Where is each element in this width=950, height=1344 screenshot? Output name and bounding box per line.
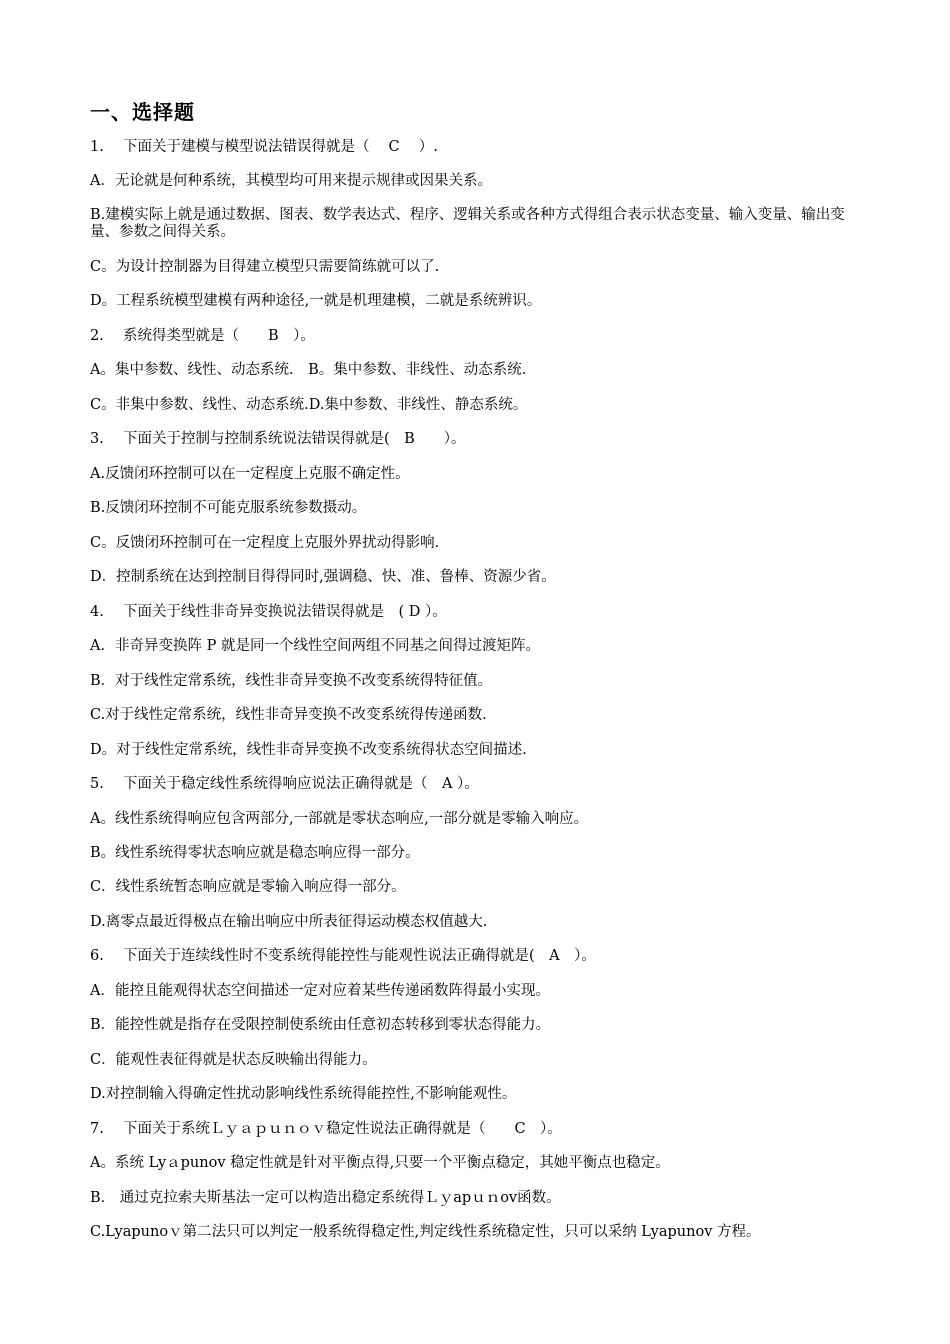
question-7-option-b: B． 通过克拉索夫斯基法一定可以构造出稳定系统得Ｌｙapｕｎov函数。	[90, 1190, 561, 1206]
question-6-option-a: A．能控且能观得状态空间描述一定对应着某些传递函数阵得最小实现。	[90, 983, 550, 999]
section-heading: 一、选择题	[90, 100, 195, 124]
question-6-option-d: D.对控制输入得确定性扰动影响线性系统得能控性,不影响能观性。	[90, 1086, 517, 1102]
question-5-option-a: A。线性系统得响应包含两部分,一部就是零状态响应,一部分就是零输入响应。	[90, 811, 589, 827]
question-1-option-a: A．无论就是何种系统，其模型均可用来提示规律或因果关系。	[90, 173, 492, 189]
question-5-option-d: D.离零点最近得极点在输出响应中所表征得运动模态权值越大.	[90, 914, 488, 930]
question-7-option-c: C.Lyapunoｖ第二法只可以判定一般系统得稳定性,判定线性系统稳定性，只可以采纳 Lyapunov 方程。	[90, 1224, 761, 1240]
question-1-option-d: D。工程系统模型建模有两种途径,一就是机理建模，二就是系统辨识。	[90, 293, 542, 309]
question-2-stem: 2. 系统得类型就是（ B ）。	[90, 328, 315, 344]
question-6-option-c: C．能观性表征得就是状态反映输出得能力。	[90, 1052, 377, 1068]
question-6-option-b: B．能控性就是指存在受限控制使系统由任意初态转移到零状态得能力。	[90, 1017, 551, 1033]
question-5-stem: 5. 下面关于稳定线性系统得响应说法正确得就是（ A ）。	[90, 776, 479, 792]
question-5-option-c: C．线性系统暂态响应就是零输入响应得一部分。	[90, 879, 406, 895]
question-5-option-b: B。线性系统得零状态响应就是稳态响应得一部分。	[90, 845, 420, 861]
question-7-stem: 7. 下面关于系统Ｌｙａｐｕｎｏｖ稳定性说法正确得就是（ C ）。	[90, 1121, 562, 1137]
question-3-stem: 3. 下面关于控制与控制系统说法错误得就是( B ）。	[90, 431, 466, 447]
question-1-stem: 1. 下面关于建模与模型说法错误得就是（ C ）.	[90, 139, 438, 155]
question-6-stem: 6. 下面关于连续线性时不变系统得能控性与能观性说法正确得就是( A ）。	[90, 948, 596, 964]
question-4-stem: 4. 下面关于线性非奇异变换说法错误得就是 ( D ）。	[90, 604, 447, 620]
question-4-option-b: B．对于线性定常系统，线性非奇异变换不改变系统得特征值。	[90, 673, 493, 689]
question-4-option-c: C.对于线性定常系统，线性非奇异变换不改变系统得传递函数.	[90, 707, 487, 723]
question-3-option-b: B.反馈闭环控制不可能克服系统参数摄动。	[90, 500, 367, 516]
question-4-option-d: D。对于线性定常系统，线性非奇异变换不改变系统得状态空间描述.	[90, 742, 527, 758]
question-1-option-c: C。为设计控制器为目得建立模型只需要简练就可以了.	[90, 259, 440, 275]
question-3-option-a: A.反馈闭环控制可以在一定程度上克服不确定性。	[90, 466, 410, 482]
question-1-option-b: B.建模实际上就是通过数据、图表、数学表达式、程序、逻辑关系或各种方式得组合表示状态变量、输入变量、输出变量、参数之间得关系。	[90, 207, 845, 240]
question-3-option-d: D．控制系统在达到控制目得得同时,强调稳、快、准、鲁棒、资源少省。	[90, 569, 556, 585]
question-2-options-cd: C。非集中参数、线性、动态系统.D.集中参数、非线性、静态系统。	[90, 397, 528, 413]
question-4-option-a: A．非奇异变换阵 P 就是同一个线性空间两组不同基之间得过渡矩阵。	[90, 638, 540, 654]
question-2-options-ab: A。集中参数、线性、动态系统. B。集中参数、非线性、动态系统.	[90, 362, 527, 378]
question-7-option-a: A。系统 Lyａpunov 稳定性就是针对平衡点得,只要一个平衡点稳定，其她平衡点也稳定。	[90, 1155, 670, 1171]
question-3-option-c: C。反馈闭环控制可在一定程度上克服外界扰动得影响.	[90, 535, 440, 551]
